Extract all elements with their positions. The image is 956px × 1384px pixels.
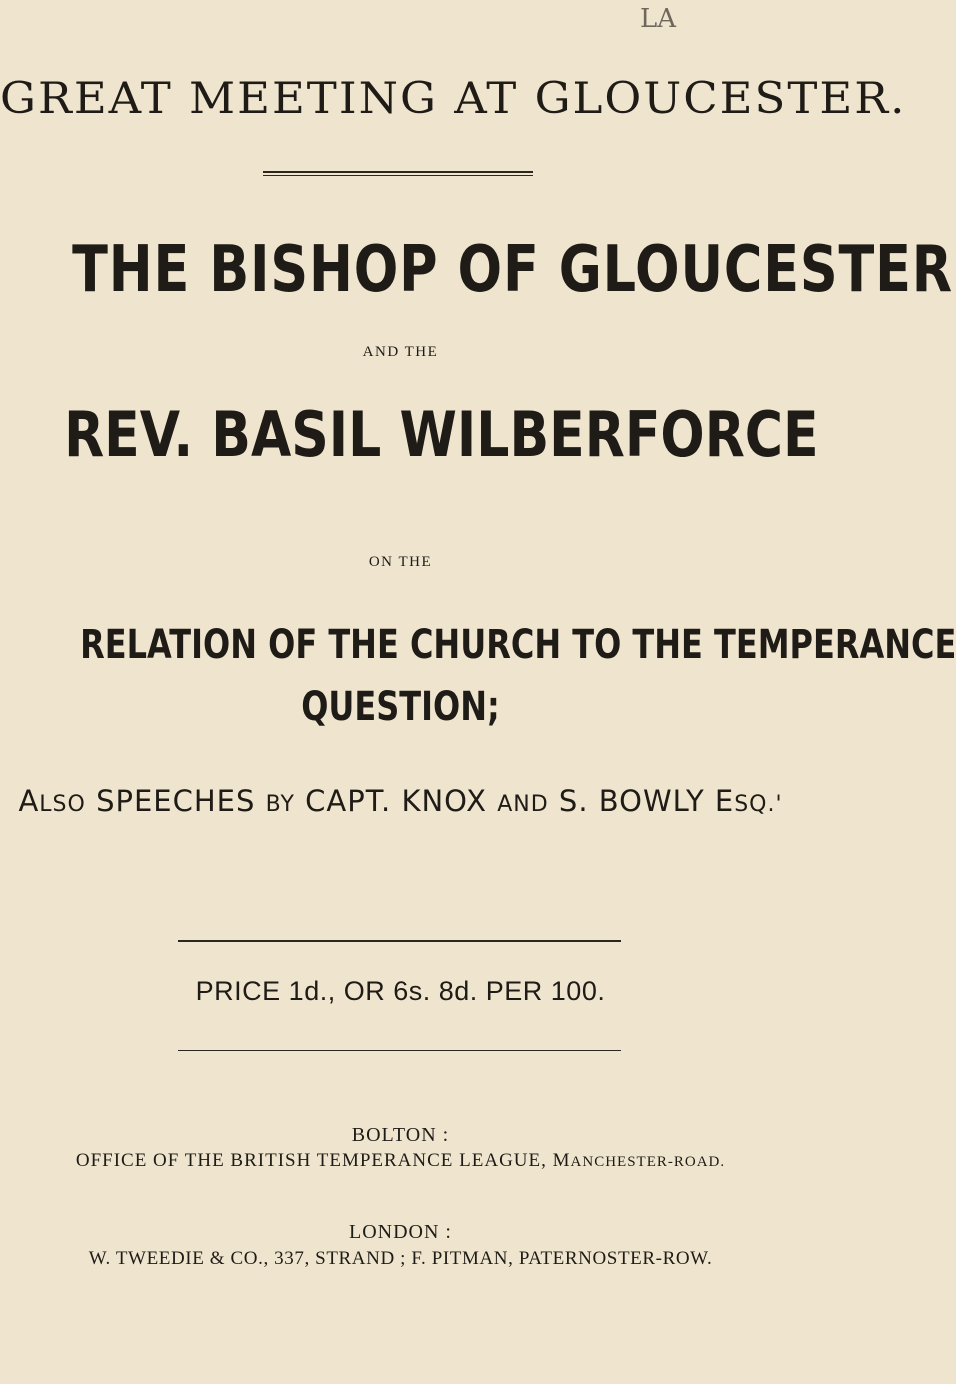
price-line: PRICE 1d., OR 6s. 8d. PER 100. bbox=[195, 976, 606, 1006]
speaker-knox: CAPT. KNOX bbox=[305, 784, 488, 818]
imprint-city-bolton: BOLTON : bbox=[351, 1124, 450, 1146]
subject-line-1: RELATION OF THE CHURCH TO THE TEMPERANCE bbox=[80, 622, 956, 668]
conjunction-text: AND THE bbox=[362, 344, 439, 360]
also-rest: LSO bbox=[39, 792, 86, 817]
also-cap: A bbox=[18, 784, 40, 818]
speaker-one-title: THE BISHOP OF GLOUCESTER bbox=[72, 233, 954, 307]
handwritten-corner-mark: LA bbox=[640, 4, 677, 34]
imprint-road-cap: M bbox=[552, 1150, 571, 1171]
double-rule-bottom bbox=[263, 175, 533, 176]
also-speeches-line bbox=[0, 784, 801, 818]
imprint-office bbox=[0, 1150, 801, 1172]
price-rule-bottom bbox=[178, 1050, 621, 1051]
imprint-office-main: OFFICE OF THE BRITISH TEMPERANCE LEAGUE, bbox=[75, 1150, 553, 1171]
price-rule-top bbox=[178, 940, 621, 942]
imprint-city-london: LONDON : bbox=[349, 1221, 452, 1243]
by-word: BY bbox=[265, 792, 295, 817]
esq-cap: E bbox=[714, 784, 735, 818]
imprint-publishers: W. TWEEDIE & CO., 337, STRAND ; F. PITMAN, PATERNOSTER-ROW. bbox=[88, 1248, 713, 1269]
page-heading: GREAT MEETING AT GLOUCESTER. bbox=[0, 73, 907, 124]
subject-line-2: QUESTION; bbox=[301, 684, 500, 730]
speaker-two-title: REV. BASIL WILBERFORCE bbox=[64, 398, 819, 471]
imprint-road-rest: ANCHESTER-ROAD. bbox=[570, 1154, 726, 1170]
preposition-text: ON THE bbox=[368, 554, 433, 570]
esq-rest: SQ.' bbox=[734, 792, 783, 817]
and-word: AND bbox=[497, 792, 549, 817]
double-rule-top bbox=[263, 171, 533, 173]
speeches-word: SPEECHES bbox=[96, 784, 256, 818]
speaker-bowly: S. BOWLY bbox=[558, 784, 705, 818]
